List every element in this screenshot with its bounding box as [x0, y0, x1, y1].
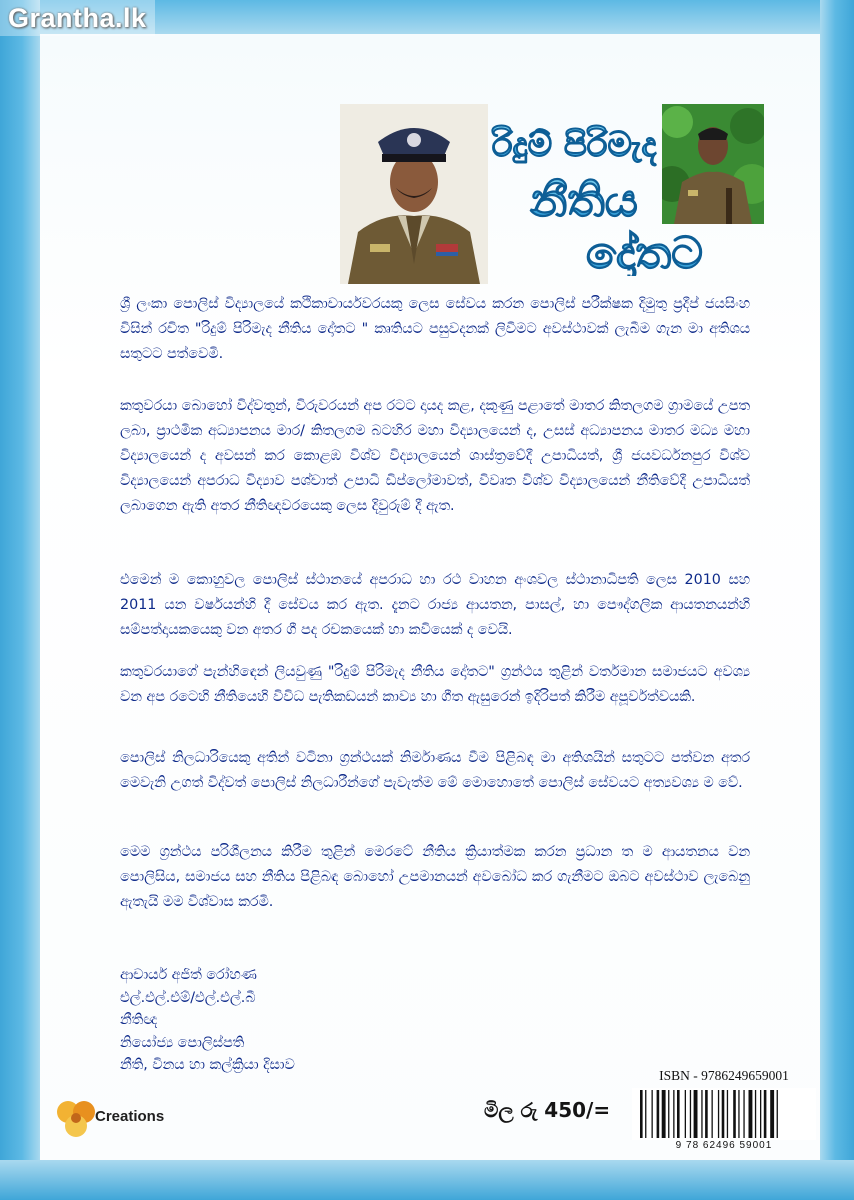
signature-degree: එල්.එල්.එම්/එල්.එල්.බී	[120, 989, 256, 1006]
watermark: Grantha.lk	[0, 0, 155, 36]
publisher-name: Creations	[95, 1108, 165, 1125]
isbn-label: ISBN - 9786249659001	[659, 1068, 789, 1083]
barcode	[632, 1088, 816, 1140]
signature-block	[120, 964, 480, 1077]
barcode-bar	[738, 1090, 739, 1138]
foreword-paragraph-1: ශ්‍රී ලංකා පොලිස් විද්‍යාලයේ කථිකාචාර්යවරයකු ලෙස සේවය කරන පොලිස් පරීක්ෂක දිමුතු ප්‍රදීප් ජයසිංහ විසින් රචිත "රිදුම් පිරිමැද නීතිය දෝතට " කෘතියට පසුවදනක් ලිවීමට අවස්ථාවක් ලැබීම ගැන මා අතිශය සතුටට පත්වෙමි.	[120, 296, 750, 362]
book-title-art	[486, 108, 716, 276]
signature-profession: නීතිඥ	[120, 1012, 158, 1028]
barcode-bar	[770, 1090, 774, 1138]
barcode-bar	[685, 1090, 686, 1138]
foreword-paragraph-3: එමෙන් ම කොහුවල පොලිස් ස්ථානයේ අපරාධ හා රථ වාහන අංශවල ස්ථානාධිපති ලෙස 2010 සහ 2011 යන වර්ෂයන්හි දී සේවය කර ඇත. දැනට රාජ්‍ය ආයතන, පාසල්, හා පෞද්ගලික ආයතනයන්හි සම්පත්දායකයෙකු වන අතර ගී පද රචකයෙක් හා කවියෙක් ද වෙයි.	[120, 572, 750, 638]
barcode-bar	[722, 1090, 725, 1138]
portrait-officer-image	[340, 104, 488, 284]
signature-position: නියෝජ්‍ය පොලිස්පති	[120, 1034, 245, 1051]
foreword-paragraph-4: කතුවරයාගේ පැන්හිඳෙන් ලියවුණු "රිදුම් පිරිමැද නීතිය දෝතට" ග්‍රන්ථය තුළින් වර්තමාන සමාජයට අවශ්‍ය වන අප රටෙහි නීතියෙහි විවිධ පැතිකඩයන් කාව්‍ය හා ගීත ඇසුරෙන් ඉදිරිපත් කිරීම අපූර්වත්වයකි.	[120, 664, 750, 705]
foreword-paragraph-5: පොලිස් නිලධාරියෙකු අතින් වටිනා ග්‍රන්ථයක් නිර්මාණය වීම පිළිබඳ මා අතිශයින් සතුටට පත්වන අතර මෙවැනි උගත් විද්වත් පොලිස් නිලධාරීන්ගේ පැවැත්ම මේ මොහොතේ පොලිස් සේවයට අත්‍යවශ්‍ය ම වේ.	[120, 750, 750, 791]
foreword-paragraph-2: කතුවරයා බොහෝ විද්වතුන්, විරුවරයන් අප රටට දායද කළ, දකුණු පළාතේ මාතර කිතලගම ග්‍රාමයේ උපත ලබා, ප්‍රාථමික අධ්‍යාපනය මාර/ කිතලගම බටහිර මහා විද්‍යාලයෙන් ද, උසස් අධ්‍යාපනය මාතර මධ්‍ය මහා විද්‍යාලයෙන් ද අවසන් කර කොළඹ විශ්ව විද්‍යාලයෙන් ශාස්ත්‍රවේදී උපාධියත්, ශ්‍රී ජයවර්ධනපුර විශ්ව විද්‍යාලයෙන් අපරාධ විද්‍යාව පශ්චාත් උපාධි ඩිප්ලෝමාවත්, විවෘත විශ්ව විද්‍යාලයෙන් නීතිවේදී උපාධියත් ලබාගෙන ඇති අතර නීතිඥවරයෙකු ලෙස දිවුරුම් දී ඇත.	[120, 398, 750, 514]
title-line-1: රිදුම් පිරිමැද	[492, 125, 657, 165]
barcode-bar	[705, 1090, 708, 1138]
barcode-bars	[632, 1088, 816, 1140]
barcode-bar	[694, 1090, 698, 1138]
signature-name: ආචාර්ය අජිත් රෝහණ	[120, 967, 257, 983]
barcode-bar	[727, 1090, 728, 1138]
barcode-number: 9 78 62496 59001	[675, 1140, 773, 1151]
signature-division: නීති, විනය හා කල්ක්‍රියා දිසාව	[120, 1057, 295, 1073]
barcode-bar	[645, 1090, 646, 1138]
barcode-bar	[657, 1090, 660, 1138]
border-bottom	[0, 1160, 854, 1200]
title-line-2: නීතිය	[530, 173, 638, 227]
barcode-bar	[764, 1090, 767, 1138]
barcode-bar	[652, 1090, 653, 1138]
foreword-paragraph-6: මෙම ග්‍රන්ථය පරිශීලනය කිරීම තුළින් මෙරටේ නීතිය ක්‍රියාත්මක කරන ප්‍රධාන ත ම ආයතනය වන පොලිසිය, සමාජය සහ නීතිය පිළිබඳ බොහෝ උපමානයන් අවබෝධ කර ගැනීමට ඔබට අවස්ථාව ලැබෙනු ඇතැයි මම විශ්වාස කරමි.	[120, 844, 750, 910]
barcode-bar	[640, 1090, 643, 1138]
barcode-bar	[668, 1090, 669, 1138]
barcode-bar	[701, 1090, 702, 1138]
barcode-bar	[777, 1090, 778, 1138]
border-left	[0, 0, 40, 1200]
price-label: මිල රු 450/=	[484, 1098, 611, 1122]
barcode-bar	[673, 1090, 674, 1138]
barcode-bar	[662, 1090, 666, 1138]
barcode-bar	[743, 1090, 744, 1138]
author-portrait-photo	[340, 104, 488, 284]
barcode-bar	[733, 1090, 736, 1138]
barcode-bar	[677, 1090, 680, 1138]
barcode-bar	[749, 1090, 753, 1138]
barcode-bar	[690, 1090, 691, 1138]
publisher-logo-icon	[54, 1096, 98, 1140]
barcode-bar	[712, 1090, 713, 1138]
border-right	[820, 0, 854, 1200]
title-line-3: දෝතට	[586, 228, 703, 276]
barcode-bar	[760, 1090, 761, 1138]
barcode-bar	[718, 1090, 719, 1138]
barcode-bar	[755, 1090, 756, 1138]
